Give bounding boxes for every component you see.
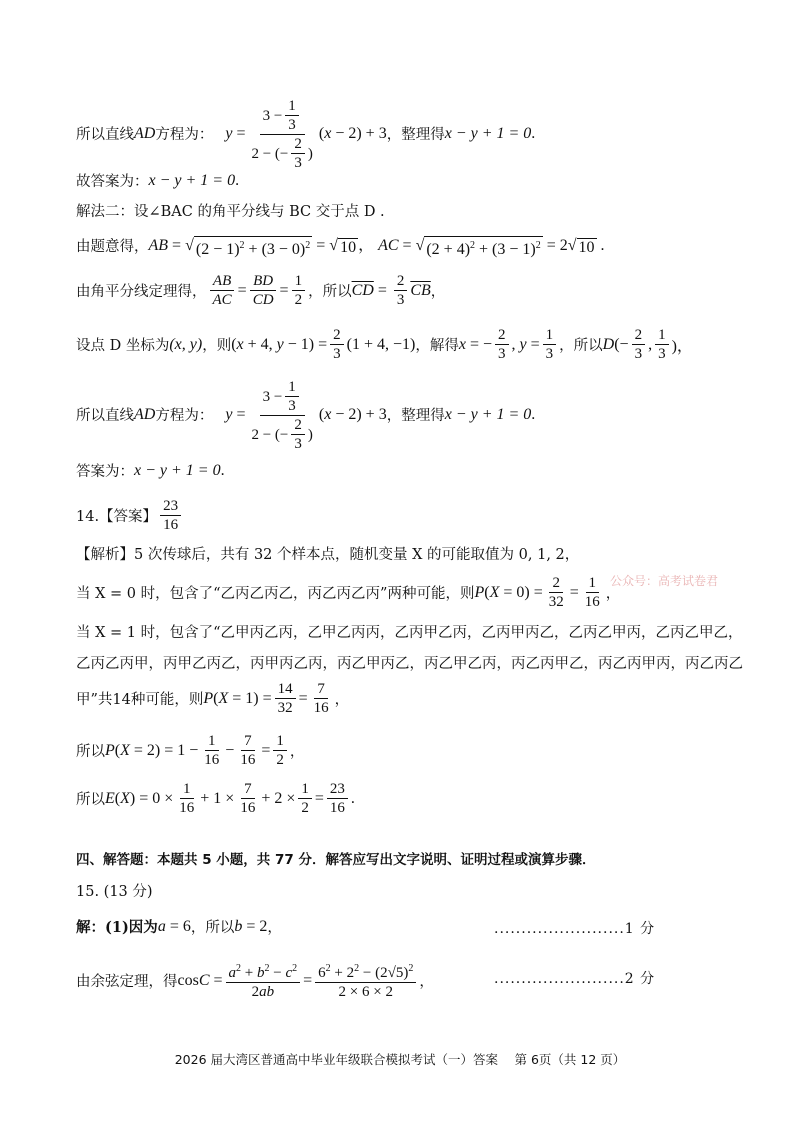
page-footer: 2026 届大湾区普通高中毕业年级联合模拟考试（一）答案 第 6页（共 12 页） [174,1052,626,1067]
slope-fraction: 3 − $\frac{1}{3}$ 2 − (− $\frac{2}{3}$ ) [248,95,315,172]
text: 答案为： [76,464,134,480]
q15-step-2: 由余弦定理，得 cosC = $\frac{a^2 + b^2 - c^2}{2ab}$ = $\frac{6^2 + 2^2 - (2√5)^2}{2 \times 6 \times 2}$ ， [76,960,434,1001]
text: ，整理得 [386,127,445,143]
math: x − y + 1 = 0 [444,124,532,142]
text: ，所以 [559,338,603,354]
text: 14.【答案】 [76,509,158,525]
math: x − y + 1 = 0 [148,171,236,189]
math: x − y + 1 = 0 [444,405,532,423]
text: 四、解答题：本题共 5 小题，共 77 分．解答应写出文字说明、证明过程或演算步骤． [76,852,596,868]
math: (x − 2) + 3 [318,124,387,142]
text: 23 [160,497,181,516]
text: 由题意得， [76,238,149,255]
score-2: ........................2 分 [494,971,656,987]
q15-step-1: 解：(1)因为 a = 6 ，所以 b = 2 ， [76,917,282,936]
method-two-line [76,200,385,221]
analysis-line [76,543,579,564]
score-1: ........................1 分 [494,921,656,937]
text: 故答案为： [76,174,149,190]
text: 所以直线 [76,127,134,143]
text: AD [134,405,156,423]
text: ，解得 [415,338,459,354]
text: 所以 [76,792,105,808]
ad-equation-line-2: 所以直线 AD 方程为： y = 3 − $\frac{1}{3}$ 2 − (− $\frac{2}{3}$ ) (x − 2) + 3 ，整理得 x − y + 1 = 0 . [76,376,535,453]
text: 解：(1)因为 [76,919,158,936]
bisector-theorem-line: 由角平分线定理得， $\frac{AB}{AC}$ = $\frac{BD}{CD}$ = $\frac{1}{2}$ ，所以 $\overline{CD}$ = $\frac{2}{3}$ $\overline{CB}$ ， [76,273,446,308]
text: 由余弦定理，得 [76,974,178,990]
q14-answer [76,497,184,534]
text: 方程为： [155,127,214,143]
math: AB = √ $(2 - 1)^2 + (3 - 0)^2$ = √ 10 ， AC = √ $(2 + 4)^2 + (3 - 1)^2$ = 2√ 10 . [148,237,605,258]
point-d-line: 设点 D 坐标为 (x, y) ，则 (x + 4, y − 1) = $\frac{2}{3}$ (1 + 4, −1) ，解得 x = − $\frac{2}{3}$ , y = $\frac{1}{3}$ ，所以 D (− $\frac{2}{3}$ , $\frac{1}{3}$ )， [76,327,693,362]
x0-line: 当 X = 0 时，包含了“乙丙乙丙乙，丙乙丙乙丙”两种可能，则 P(X = 0) = $\frac{2}{32}$ = $\frac{1}{16}$ ， [76,575,621,610]
x1-line-b [76,652,743,673]
text: AD [134,124,156,142]
text: 15. (13 分) [76,884,153,900]
q15-heading [76,880,153,901]
text: ，所以 [308,284,352,300]
text: 设点 D 坐标为 [76,338,170,354]
x1-line-c: 甲”共14种可能，则 P(X = 1) = $\frac{14}{32}$ = $\frac{7}{16}$ ， [76,681,350,716]
math: (x, y) [169,335,203,353]
answer-line-2: 答案为： x − y + 1 = 0 . [76,461,225,480]
text: 乙丙乙丙甲，丙甲乙丙乙，丙甲丙乙丙，丙乙甲丙乙，丙乙甲乙丙，丙乙丙甲乙，丙乙丙甲丙，丙乙丙乙 [76,656,743,672]
text: 所以直线 [76,408,134,424]
expectation-line: 所以 E(X) = 0 × $\frac{1}{16}$ + 1 × $\frac{7}{16}$ + 2 × $\frac{1}{2}$ = $\frac{23}{16}$ . [76,781,355,816]
section-four-heading [76,848,595,868]
text: ，所以 [190,920,235,936]
text: 【解析】5 次传球后，共有 32 个样本点，随机变量 X 的可能取值为 0, 1, 2， [76,547,580,563]
answer-line-1: 故答案为： x − y + 1 = 0 . [76,171,240,190]
text: 当 X = 1 时，包含了“乙甲丙乙丙，乙甲乙丙丙，乙丙甲乙丙，乙丙甲丙乙，乙丙乙甲丙，乙丙乙甲乙， [76,625,743,641]
math: y = [225,124,246,142]
x2-line: 所以 P(X = 2) = 1 − $\frac{1}{16}$ − $\frac{7}{16}$ = $\frac{1}{2}$ ， [76,733,305,768]
text: 由角平分线定理得， [76,284,207,300]
text: 16 [163,517,179,533]
math: x − y + 1 = 0 [134,461,221,479]
length-line [76,232,605,259]
text: 所以 [76,744,105,760]
x1-line-a [76,621,743,642]
watermark: 公众号：高考试卷君 [610,574,719,588]
text: ，整理得 [386,408,445,424]
text: 当 X = 0 时，包含了“乙丙乙丙乙，丙乙丙乙丙”两种可能，则 [76,586,475,602]
ad-equation-line-1: 所以直线 AD 方程为： y = 3 − $\frac{1}{3}$ 2 − (− $\frac{2}{3}$ ) (x − 2) + 3 ，整理得 x − y + 1 = 0 . [76,95,535,172]
text: 甲”共14种可能，则 [76,692,204,708]
text: ，则 [202,338,232,354]
text: 解法二：设∠BAC 的角平分线与 BC 交于点 D . [76,204,385,220]
text: 方程为： [155,408,214,424]
